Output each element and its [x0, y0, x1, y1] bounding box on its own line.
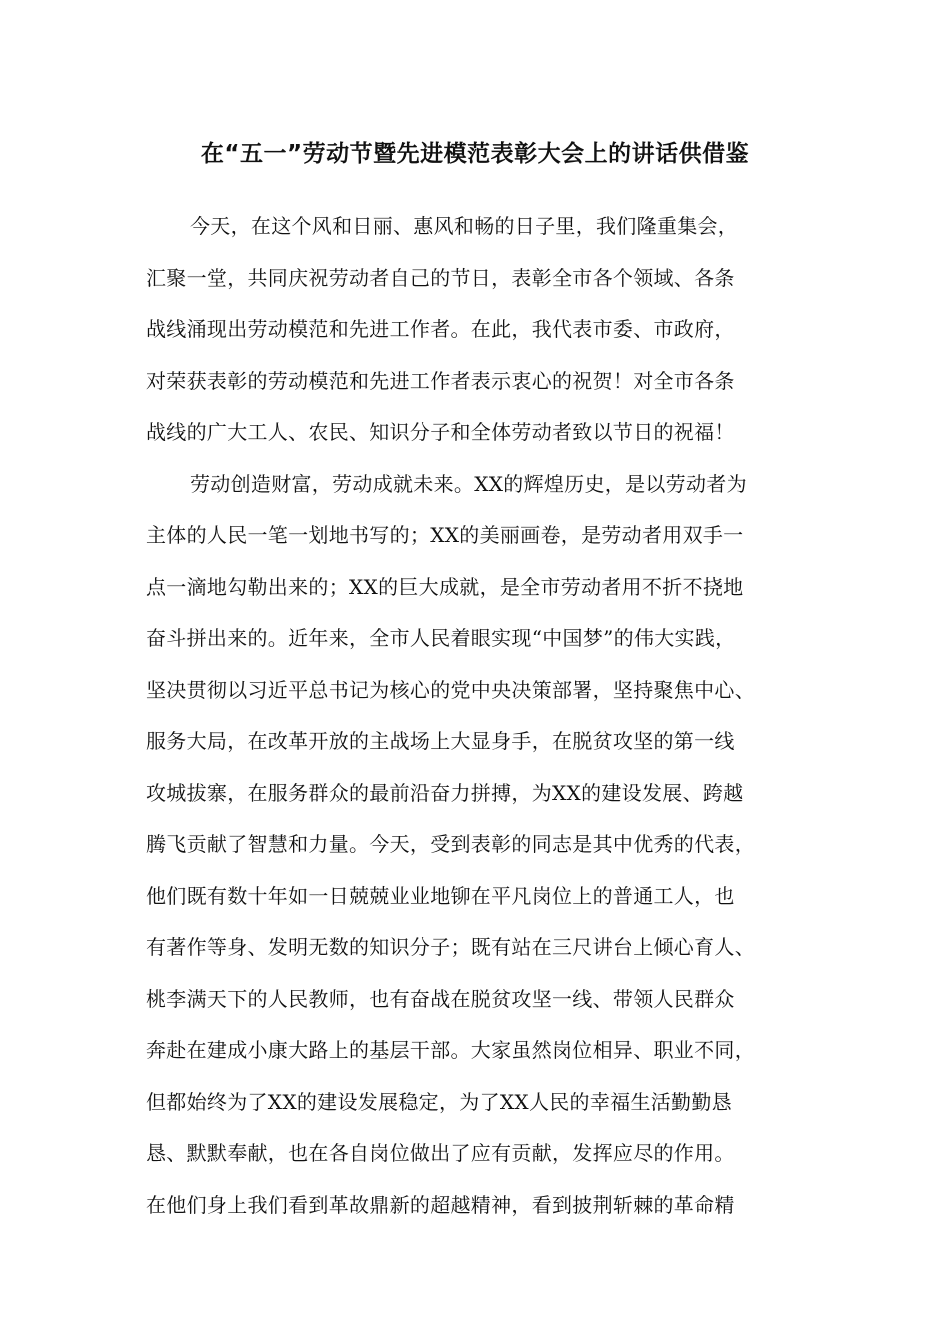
text-line: 腾飞贡献了智慧和力量。今天，受到表彰的同志是其中优秀的代表，	[146, 832, 755, 856]
text-line: 服务大局，在改革开放的主战场上大显身手，在脱贫攻坚的第一线	[146, 729, 735, 753]
text-line: 汇聚一堂，共同庆祝劳动者自己的节日，表彰全市各个领域、各条	[146, 265, 735, 290]
text-line: 奋斗拼出来的。近年来，全市人民着眼实现“中国梦”的伟大实践，	[146, 626, 736, 650]
text-line: 劳动创造财富，劳动成就未来。XX的辉煌历史，是以劳动者为	[190, 471, 747, 496]
text-line: 在他们身上我们看到革故鼎新的超越精神，看到披荆斩棘的革命精	[146, 1192, 735, 1217]
text-line: 他们既有数十年如一日兢兢业业地铆在平凡岗位上的普通工人，也	[146, 883, 735, 908]
text-line: 奔赴在建成小康大路上的基层干部。大家虽然岗位相异、职业不同，	[146, 1038, 755, 1062]
document-body	[146, 206, 812, 1236]
text-line: 恳、默默奉献，也在各自岗位做出了应有贡献，发挥应尽的作用。	[146, 1141, 735, 1165]
text-line: 主体的人民一笔一划地书写的；XX的美丽画卷，是劳动者用双手一	[146, 523, 744, 547]
text-line: 攻城拔寨，在服务群众的最前沿奋力拼搏，为XX的建设发展、跨越	[146, 780, 744, 805]
text-line: 但都始终为了XX的建设发展稳定，为了XX人民的幸福生活勤勤恳	[146, 1089, 732, 1114]
text-line: 有著作等身、发明无数的知识分子；既有站在三尺讲台上倾心育人、	[146, 935, 755, 959]
text-line: 坚决贯彻以习近平总书记为核心的党中央决策部署，坚持聚焦中心、	[146, 677, 755, 702]
text-line: 战线涌现出劳动模范和先进工作者。在此，我代表市委、市政府，	[146, 317, 735, 341]
text-line: 点一滴地勾勒出来的；XX的巨大成就，是全市劳动者用不折不挠地	[146, 574, 744, 599]
text-line: 今天，在这个风和日丽、惠风和畅的日子里，我们隆重集会，	[190, 214, 739, 238]
text-line: 战线的广大工人、农民、知识分子和全体劳动者致以节日的祝福！	[146, 420, 735, 444]
text-line: 桃李满天下的人民教师，也有奋战在脱贫攻坚一线、带领人民群众	[146, 986, 735, 1011]
document-title: 在“五一”劳动节暨先进模范表彰大会上的讲话供借鉴	[200, 141, 750, 167]
text-line: 对荣获表彰的劳动模范和先进工作者表示衷心的祝贺！对全市各条	[146, 368, 735, 393]
